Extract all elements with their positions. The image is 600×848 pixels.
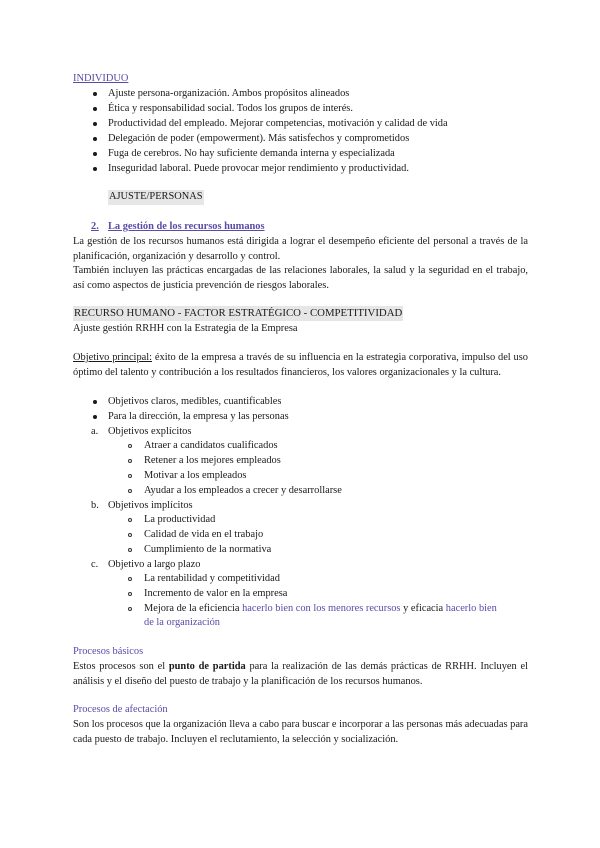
objetivo-text: éxito de la empresa a través de su influencia en la estrategia corporativa, impulso del uso óptimo del talento y contribución a los resultados financieros, los valores organizacionales y la cultura.	[73, 352, 528, 378]
group-marker: a.	[91, 426, 99, 437]
circle-bullet-icon	[128, 533, 132, 537]
list-item: Cumplimiento de la normativa	[144, 544, 272, 555]
list-item: Ayudar a los empleados a crecer y desarrollarse	[144, 485, 342, 496]
group-label: Objetivos explícitos	[108, 426, 192, 437]
group-marker: c.	[91, 559, 99, 570]
list-item: La rentabilidad y competitividad	[144, 573, 280, 584]
bullet-icon	[93, 167, 97, 171]
list-item: Fuga de cerebros. No hay suficiente demanda interna y especializada	[108, 148, 395, 159]
circle-bullet-icon	[128, 577, 132, 581]
bullet-icon	[93, 122, 97, 126]
procesos-basicos-paragraph	[73, 660, 528, 690]
list-item: Objetivos claros, medibles, cuantificables	[108, 396, 282, 407]
list-item	[144, 602, 497, 617]
eficacia-middle: y eficacia	[400, 603, 446, 614]
bullet-icon	[93, 400, 97, 404]
objetivo-label: Objetivo principal:	[73, 352, 153, 363]
bold-text: punto de partida	[168, 661, 246, 672]
procesos-afectacion-heading: Procesos de afectación	[73, 704, 168, 715]
list-item: Ajuste persona-organización. Ambos propósitos alineados	[108, 88, 350, 99]
group-label: Objetivos implícitos	[108, 500, 193, 511]
section-title: La gestión de los recursos humanos	[108, 221, 265, 232]
list-item: Calidad de vida en el trabajo	[144, 529, 264, 540]
eficiencia-prefix: Mejora de la eficiencia	[144, 603, 243, 614]
bullet-icon	[93, 107, 97, 111]
bullet-icon	[93, 152, 97, 156]
list-item: Delegación de poder (empowerment). Más satisfechos y comprometidos	[108, 133, 410, 144]
recurso-humano-heading: RECURSO HUMANO - FACTOR ESTRATÉGICO - COMPETITIVIDAD	[74, 307, 403, 319]
procesos-basicos-heading: Procesos básicos	[73, 646, 144, 657]
individuo-heading: INDIVIDUO	[73, 73, 129, 84]
circle-bullet-icon	[128, 607, 132, 611]
list-item: Inseguridad laboral. Puede provocar mejor rendimiento y productividad.	[108, 163, 409, 174]
objetivo-principal-paragraph	[73, 351, 528, 381]
list-item: Para la dirección, la empresa y las personas	[108, 411, 289, 422]
eficiencia-definition: hacerlo bien con los menores recursos	[242, 603, 401, 614]
ajuste-personas-label: AJUSTE/PERSONAS	[108, 190, 204, 205]
gestion-paragraph-2: También incluyen las prácticas encargadas de las relaciones laborales, la salud y la seguridad en el trabajo, así como aspectos de justicia prevención de riesgos laborales.	[73, 265, 528, 291]
list-item: Ética y responsabilidad social. Todos los grupos de interés.	[108, 103, 353, 114]
circle-bullet-icon	[128, 459, 132, 463]
list-item: Retener a los mejores empleados	[144, 455, 281, 466]
group-marker: b.	[91, 500, 99, 511]
text-segment: Estos procesos son el	[73, 661, 169, 672]
recurso-subheading: Ajuste gestión RRHH con la Estrategia de la Empresa	[73, 323, 298, 334]
bullet-icon	[93, 137, 97, 141]
section-number: 2.	[91, 221, 99, 232]
procesos-afectacion-paragraph: Son los procesos que la organización lleva a cabo para buscar e incorporar a las personas más adecuadas para cada puesto de trabajo. Incluyen el reclutamiento, la selección y socialización.	[73, 719, 528, 745]
list-item: La productividad	[144, 514, 216, 525]
eficacia-definition: hacerlo bien	[445, 603, 497, 614]
list-item: Productividad del empleado. Mejorar competencias, motivación y calidad de vida	[108, 118, 448, 129]
gestion-paragraph-1: La gestión de los recursos humanos está dirigida a lograr el desempeño eficiente del personal a través de la planificación, organización y desarrollo y control.	[73, 236, 528, 262]
circle-bullet-icon	[128, 548, 132, 552]
eficacia-definition-continued: de la organización	[144, 617, 220, 628]
circle-bullet-icon	[128, 518, 132, 522]
circle-bullet-icon	[128, 489, 132, 493]
bullet-icon	[93, 92, 97, 96]
circle-bullet-icon	[128, 444, 132, 448]
circle-bullet-icon	[128, 592, 132, 596]
list-item: Atraer a candidatos cualificados	[144, 440, 278, 451]
circle-bullet-icon	[128, 474, 132, 478]
text-segment: para la realización de las demás prácticas de RRHH. Incluyen el análisis y el diseño del puesto de trabajo y la planificación de los recursos humanos.	[73, 661, 528, 687]
list-item: Incremento de valor en la empresa	[144, 588, 288, 599]
bullet-icon	[93, 415, 97, 419]
group-label: Objetivo a largo plazo	[108, 559, 201, 570]
list-item: Motivar a los empleados	[144, 470, 247, 481]
